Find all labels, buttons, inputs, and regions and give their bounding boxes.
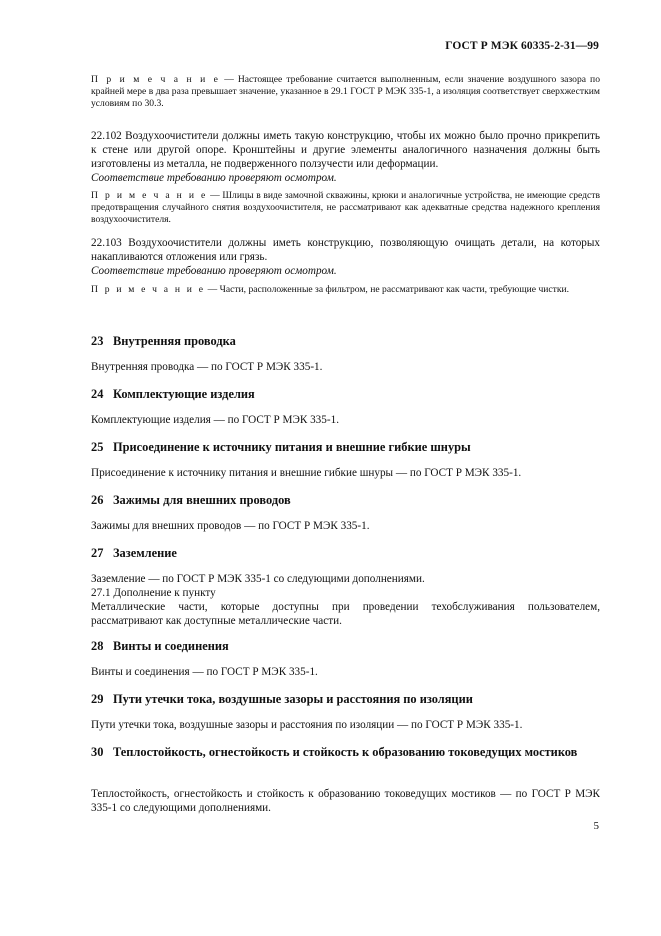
section-27 <box>91 545 600 561</box>
section-number: 26 <box>91 493 104 507</box>
section-title: Заземление <box>113 546 177 560</box>
section-23-body-wrap <box>91 360 600 374</box>
note-1 <box>91 74 600 110</box>
section-28 <box>91 638 600 654</box>
clause-text: 22.102 Воздухоочистители должны иметь такую конструкцию, чтобы их можно было прочно прикрепить к стене или другой опоре. Кронштейны и другие элементы аналогичного назначения должны быть изготовлены из металла, не подверженного ползучести или деформации. <box>91 130 600 170</box>
clause-22-102 <box>91 129 600 185</box>
section-number: 24 <box>91 387 104 401</box>
note-3 <box>91 284 600 296</box>
section-body: Присоединение к источнику питания и внешние гибкие шнуры — по ГОСТ Р МЭК 335-1. <box>91 467 522 479</box>
note-label: П р и м е ч а н и е <box>91 74 221 85</box>
check-text: Соответствие требованию проверяют осмотром. <box>91 172 337 184</box>
section-24-body-wrap <box>91 413 600 427</box>
section-body: Комплектующие изделия — по ГОСТ Р МЭК 335-1. <box>91 414 339 426</box>
section-26-body-wrap <box>91 519 600 533</box>
subclause-title: 27.1 Дополнение к пункту <box>91 587 216 599</box>
note-label: П р и м е ч а н и е <box>91 190 208 201</box>
section-number: 29 <box>91 692 104 706</box>
section-30 <box>91 744 600 760</box>
clause-text: 22.103 Воздухоочистители должны иметь конструкцию, позволяющую очищать детали, на которых накапливаются отложения или грязь. <box>91 237 600 263</box>
section-title: Теплостойкость, огнестойкость и стойкость к образованию токоведущих мостиков <box>113 745 578 759</box>
section-29-body-wrap <box>91 718 600 732</box>
section-body: Винты и соединения — по ГОСТ Р МЭК 335-1. <box>91 666 318 678</box>
check-text: Соответствие требованию проверяют осмотром. <box>91 265 337 277</box>
section-26 <box>91 492 600 508</box>
section-30-body-wrap <box>91 787 600 815</box>
page-number: 5 <box>593 820 599 832</box>
section-29 <box>91 691 600 707</box>
note-2 <box>91 190 600 226</box>
section-number: 30 <box>91 745 104 759</box>
subclause-body: Металлические части, которые доступны при проведении техобслуживания пользователем, рассматривают как доступные металлические части. <box>91 601 600 627</box>
section-25 <box>91 439 600 455</box>
section-title: Комплектующие изделия <box>113 387 255 401</box>
section-28-body-wrap <box>91 665 600 679</box>
section-number: 28 <box>91 639 104 653</box>
standard-header: ГОСТ Р МЭК 60335-2-31—99 <box>445 40 599 52</box>
section-title: Присоединение к источнику питания и внешние гибкие шнуры <box>113 440 471 454</box>
section-title: Винты и соединения <box>113 639 229 653</box>
section-title: Внутренняя проводка <box>113 334 236 348</box>
note-text: — Шлицы в виде замочной скважины, крюки и аналогичные устройства, не имеющие средств предотвращения случайного снятия воздухоочистителя, не рассматривают как адекватные средства надежного крепления воздухоочистителя. <box>91 190 600 225</box>
section-24 <box>91 386 600 402</box>
section-title: Зажимы для внешних проводов <box>113 493 291 507</box>
section-23 <box>91 333 600 349</box>
section-body: Пути утечки тока, воздушные зазоры и расстояния по изоляции — по ГОСТ Р МЭК 335-1. <box>91 719 523 731</box>
section-body: Внутренняя проводка — по ГОСТ Р МЭК 335-1. <box>91 361 323 373</box>
note-label: П р и м е ч а н и е <box>91 284 206 295</box>
section-body: Теплостойкость, огнестойкость и стойкость к образованию токоведущих мостиков — по ГОСТ Р МЭК 335-1 со следующими дополнениями. <box>91 788 600 814</box>
section-body: Зажимы для внешних проводов — по ГОСТ Р МЭК 335-1. <box>91 520 370 532</box>
section-body: Заземление — по ГОСТ Р МЭК 335-1 со следующими дополнениями. <box>91 573 425 585</box>
note-text: — Настоящее требование считается выполненным, если значение воздушного зазора по крайней мере в два раза превышает значение, указанное в 29.1 ГОСТ Р МЭК 335-1, а изоляция соответствует сверхжестким условиям по 30.3. <box>91 74 600 109</box>
section-number: 27 <box>91 546 104 560</box>
section-number: 25 <box>91 440 104 454</box>
clause-22-103 <box>91 236 600 278</box>
section-number: 23 <box>91 334 104 348</box>
section-27-body-wrap <box>91 572 600 628</box>
note-text: — Части, расположенные за фильтром, не рассматривают как части, требующие чистки. <box>205 284 570 295</box>
section-25-body-wrap <box>91 466 600 480</box>
section-title: Пути утечки тока, воздушные зазоры и расстояния по изоляции <box>113 692 473 706</box>
